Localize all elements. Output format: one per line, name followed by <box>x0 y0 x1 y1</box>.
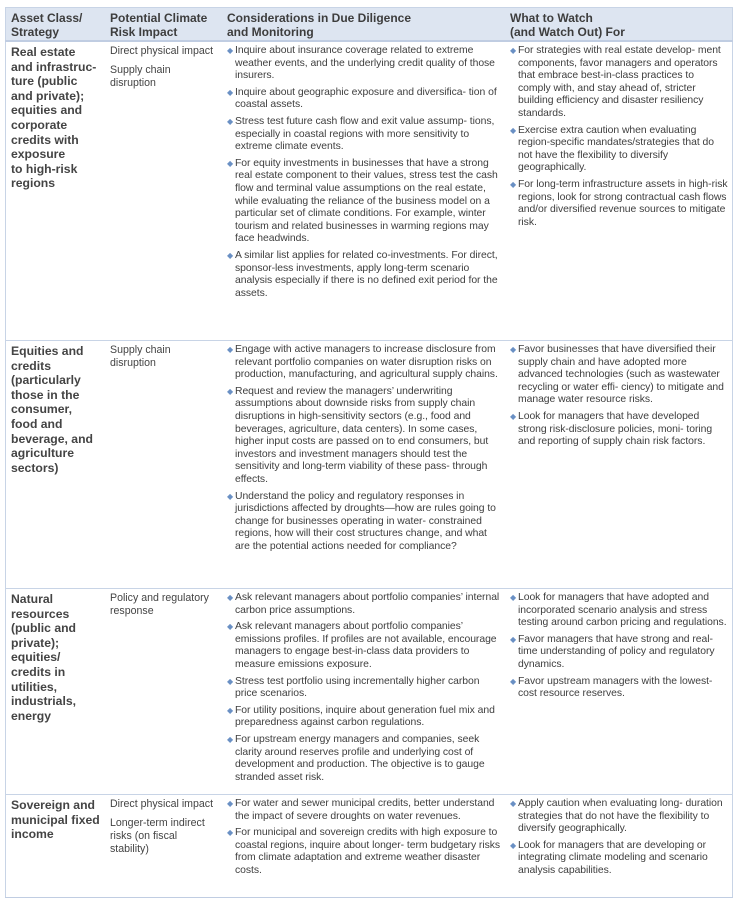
diamond-bullet-icon: ◆ <box>510 799 517 808</box>
bullet-text: Ask relevant managers about portfolio companies’ internal carbon price assumptions. <box>235 592 500 616</box>
diamond-bullet-icon: ◆ <box>510 411 517 421</box>
asset-class-line: regions <box>11 176 56 191</box>
asset-class-line: consumer, <box>11 402 72 417</box>
table-row <box>5 795 733 898</box>
asset-class-cell <box>5 795 105 897</box>
bullet-item <box>510 798 728 836</box>
header-risk-impact <box>105 8 222 40</box>
bullet-text: For water and sewer municipal credits, better understand the impact of severe droughts on water revenues. <box>235 798 495 822</box>
asset-class-line: utilities, <box>11 679 58 694</box>
bullet-text: For utility positions, inquire about generation fuel mix and preparedness against carbon regulations. <box>235 704 495 729</box>
diamond-bullet-icon: ◆ <box>227 705 234 715</box>
bullet-text: For upstream energy managers and companies, seek clarity around reserves profile and underlying cost of development and production. The objective is to gauge stranded asset risk. <box>235 733 485 783</box>
bullet-item <box>510 634 728 672</box>
header-text: Strategy <box>11 25 60 39</box>
asset-class-line: credits in <box>11 664 66 679</box>
bullet-text: Apply caution when evaluating long- duration strategies that do not have the flexibility to diversify geographically. <box>518 798 723 835</box>
diamond-bullet-icon: ◆ <box>227 676 234 686</box>
header-text: Considerations in Due Diligence <box>227 11 412 25</box>
considerations-cell <box>222 42 506 340</box>
bullet-item <box>227 798 502 823</box>
diamond-bullet-icon: ◆ <box>510 345 517 354</box>
bullet-text: Look for managers that have adopted and incorporated scenario analysis and stress testing around carbon pricing and regulations. <box>518 592 727 629</box>
risk-impact-item: Policy and regulatory response <box>110 592 209 617</box>
bullet-item <box>510 125 728 175</box>
header-text: Asset Class/ <box>11 11 83 25</box>
bullet-text: Stress test future cash flow and exit value assump- tions, especially in coastal regions with more sensitivity to extreme climate events. <box>235 115 495 153</box>
bullet-text: Look for managers that are developing or integrating climate modeling and scenario analysis capabilities. <box>518 839 708 876</box>
diamond-bullet-icon: ◆ <box>227 593 234 602</box>
bullet-item <box>227 734 502 784</box>
asset-class-cell <box>5 589 105 794</box>
header-what-to-watch <box>506 8 733 40</box>
table-row <box>5 589 733 795</box>
diamond-bullet-icon: ◆ <box>227 491 234 501</box>
asset-class-line: beverage, and <box>11 431 93 446</box>
table-row <box>5 42 733 341</box>
bullet-text: Engage with active managers to increase disclosure from relevant portfolio companies on water disruption risks on production, manufacturing, and agricultural supply chains. <box>235 344 498 381</box>
risk-impact-item: Supply chain disruption <box>110 344 171 369</box>
asset-class-line: Real estate <box>11 45 76 59</box>
bullet-item <box>510 411 728 449</box>
asset-class-line: industrials, <box>11 694 77 709</box>
bullet-item <box>227 827 502 877</box>
risk-impact-cell <box>105 42 222 340</box>
bullet-item <box>227 45 502 83</box>
considerations-cell <box>222 795 506 897</box>
diamond-bullet-icon: ◆ <box>510 676 517 686</box>
bullet-text: Understand the policy and regulatory responses in jurisdictions affected by droughts—how are rules going to change for businesses operating in water- constrained regions, how will their cost structures change, and what are the potential actions needed for compliance? <box>235 490 496 552</box>
diamond-bullet-icon: ◆ <box>227 734 234 744</box>
asset-class-line: those in the <box>11 387 80 402</box>
bullet-text: Stress test portfolio using incrementally higher carbon price scenarios. <box>235 675 480 700</box>
asset-class-line: and infrastruc- <box>11 59 97 74</box>
header-asset-class <box>5 8 105 40</box>
risk-impact-cell <box>105 795 222 897</box>
what-to-watch-cell <box>506 42 733 340</box>
bullet-item <box>227 116 502 154</box>
diamond-bullet-icon: ◆ <box>510 840 517 850</box>
asset-class-line: credits <box>11 358 51 373</box>
bullet-item <box>227 621 502 671</box>
asset-class-line: corporate <box>11 117 68 132</box>
header-text: Risk Impact <box>110 25 178 39</box>
bullet-item <box>510 592 728 630</box>
asset-class-cell <box>5 341 105 588</box>
diamond-bullet-icon: ◆ <box>510 179 517 189</box>
diamond-bullet-icon: ◆ <box>227 386 234 396</box>
bullet-item <box>510 676 728 701</box>
bullet-list <box>510 45 728 229</box>
bullet-item <box>227 87 502 112</box>
diamond-bullet-icon: ◆ <box>227 345 234 354</box>
asset-class-line: (public and <box>11 621 76 636</box>
asset-class-line: exposure <box>11 147 66 162</box>
risk-impact-item: Supply chain disruption <box>110 64 171 89</box>
bullet-text: For long-term infrastructure assets in high-risk regions, look for strong contractual cash flows and/or diversified revenue sources to mitigate risk. <box>518 178 728 228</box>
asset-class-line: equities/ <box>11 650 61 665</box>
bullet-text: For equity investments in businesses that have a strong real estate component to their values, stress test the cash flow and terminal value assumptions on the real estate, while evaluating the reliance of the business model on a particular set of climate conditions. For example, winter tourism and related businesses in warming regions may face headwinds. <box>235 157 498 245</box>
diamond-bullet-icon: ◆ <box>227 158 234 168</box>
bullet-text: Favor managers that have strong and real-time understanding of policy and regulatory dynamics. <box>518 633 715 670</box>
header-text: (and Watch Out) For <box>510 25 625 39</box>
table-row <box>5 341 733 589</box>
asset-class-line: municipal fixed <box>11 812 100 827</box>
risk-impact-item: Longer-term indirect risks (on fiscal stability) <box>110 817 205 855</box>
asset-class-line: ture (public <box>11 74 78 89</box>
asset-class-line: to high-risk <box>11 161 78 176</box>
considerations-cell <box>222 341 506 588</box>
considerations-cell <box>222 589 506 794</box>
diamond-bullet-icon: ◆ <box>227 250 234 260</box>
asset-class-line: income <box>11 827 54 842</box>
asset-class-line: food and <box>11 416 63 431</box>
asset-class-line: and private); <box>11 88 85 103</box>
risk-impact-cell <box>105 341 222 588</box>
header-text: and Monitoring <box>227 25 314 39</box>
risk-impact-item: Direct physical impact <box>110 45 214 57</box>
what-to-watch-cell <box>506 589 733 794</box>
asset-class-cell <box>5 42 105 340</box>
table-header <box>5 7 733 42</box>
bullet-list <box>227 344 502 554</box>
bullet-text: Ask relevant managers about portfolio companies’ emissions profiles. If profiles are not available, encourage managers to engage best-in-class data providers to measure emissions exposure. <box>235 621 497 670</box>
diamond-bullet-icon: ◆ <box>227 46 234 55</box>
asset-class-line: Sovereign and <box>11 798 95 812</box>
diamond-bullet-icon: ◆ <box>227 116 234 126</box>
asset-class-line: Equities and <box>11 344 84 358</box>
asset-class-line: resources <box>11 606 70 621</box>
bullet-item <box>227 344 502 382</box>
diamond-bullet-icon: ◆ <box>227 828 234 838</box>
bullet-text: Inquire about insurance coverage related to extreme weather events, and the underlying credit quality of those insurers. <box>235 45 495 82</box>
diamond-bullet-icon: ◆ <box>227 799 234 808</box>
diamond-bullet-icon: ◆ <box>510 125 517 135</box>
bullet-text: Exercise extra caution when evaluating region-specific mandates/strategies that do not have the flexibility to diversify geographically. <box>518 124 714 174</box>
bullet-text: Look for managers that have developed strong risk-disclosure policies, moni- toring and reporting of supply chain risk factors. <box>518 410 713 448</box>
bullet-list <box>227 592 502 784</box>
bullet-item <box>510 840 728 878</box>
asset-class-line: credits with <box>11 132 79 147</box>
bullet-text: Request and review the managers’ underwriting assumptions about downside risks from supply chain disruptions in high-sensitivity sectors (e.g., food and beverages, agriculture, data centers). In some cases, higher input costs are passed on to end consumers, but investors and investment managers should test the sensitivity and long-term viability of these pass- through effects. <box>235 385 489 485</box>
due-diligence-table <box>5 7 733 898</box>
bullet-text: Inquire about geographic exposure and diversifica- tion of coastal assets. <box>235 86 497 111</box>
bullet-item <box>227 250 502 300</box>
what-to-watch-cell <box>506 341 733 588</box>
asset-class-line: energy <box>11 708 51 723</box>
bullet-item <box>227 158 502 246</box>
diamond-bullet-icon: ◆ <box>510 593 517 602</box>
risk-impact-item: Direct physical impact <box>110 798 214 810</box>
bullet-item <box>227 705 502 730</box>
asset-class-line: equities and <box>11 103 83 118</box>
bullet-text: Favor upstream managers with the lowest-cost resource reserves. <box>518 675 713 700</box>
header-considerations <box>222 8 506 40</box>
bullet-item <box>510 179 728 229</box>
diamond-bullet-icon: ◆ <box>227 622 234 632</box>
bullet-item <box>510 45 728 121</box>
bullet-item <box>227 592 502 617</box>
diamond-bullet-icon: ◆ <box>227 87 234 97</box>
bullet-item <box>227 386 502 487</box>
header-text: What to Watch <box>510 11 593 25</box>
asset-class-line: agriculture <box>11 446 74 461</box>
bullet-item <box>510 344 728 407</box>
bullet-list <box>510 592 728 701</box>
bullet-text: A similar list applies for related co-investments. For direct, sponsor-less investments, apply long-term scenario analysis especially if there is no defined exit period for the assets. <box>235 249 498 299</box>
bullet-item <box>227 491 502 554</box>
diamond-bullet-icon: ◆ <box>510 634 517 644</box>
asset-class-line: Natural <box>11 592 53 606</box>
what-to-watch-cell <box>506 795 733 897</box>
asset-class-line: sectors) <box>11 460 59 475</box>
bullet-item <box>227 676 502 701</box>
bullet-list <box>227 45 502 300</box>
bullet-text: For municipal and sovereign credits with high exposure to coastal regions, inquire about longer- term budgetary risks from climate adaptation and extreme weather disaster costs. <box>235 827 501 876</box>
bullet-list <box>510 344 728 449</box>
bullet-text: Favor businesses that have diversified their supply chain and have adopted more advanced technologies (such as wastewater recycling or water effi- ciency) to mitigate and manage water resource risks. <box>518 344 724 406</box>
diamond-bullet-icon: ◆ <box>510 46 517 55</box>
asset-class-line: (particularly <box>11 373 81 388</box>
header-text: Potential Climate <box>110 11 208 25</box>
risk-impact-cell <box>105 589 222 794</box>
bullet-text: For strategies with real estate develop- ment components, favor managers and operators that embrace best-in-class practices to comply with, and stay ahead of, stricter building efficiency and disaster resiliency standards. <box>518 45 721 119</box>
asset-class-line: private); <box>11 635 60 650</box>
